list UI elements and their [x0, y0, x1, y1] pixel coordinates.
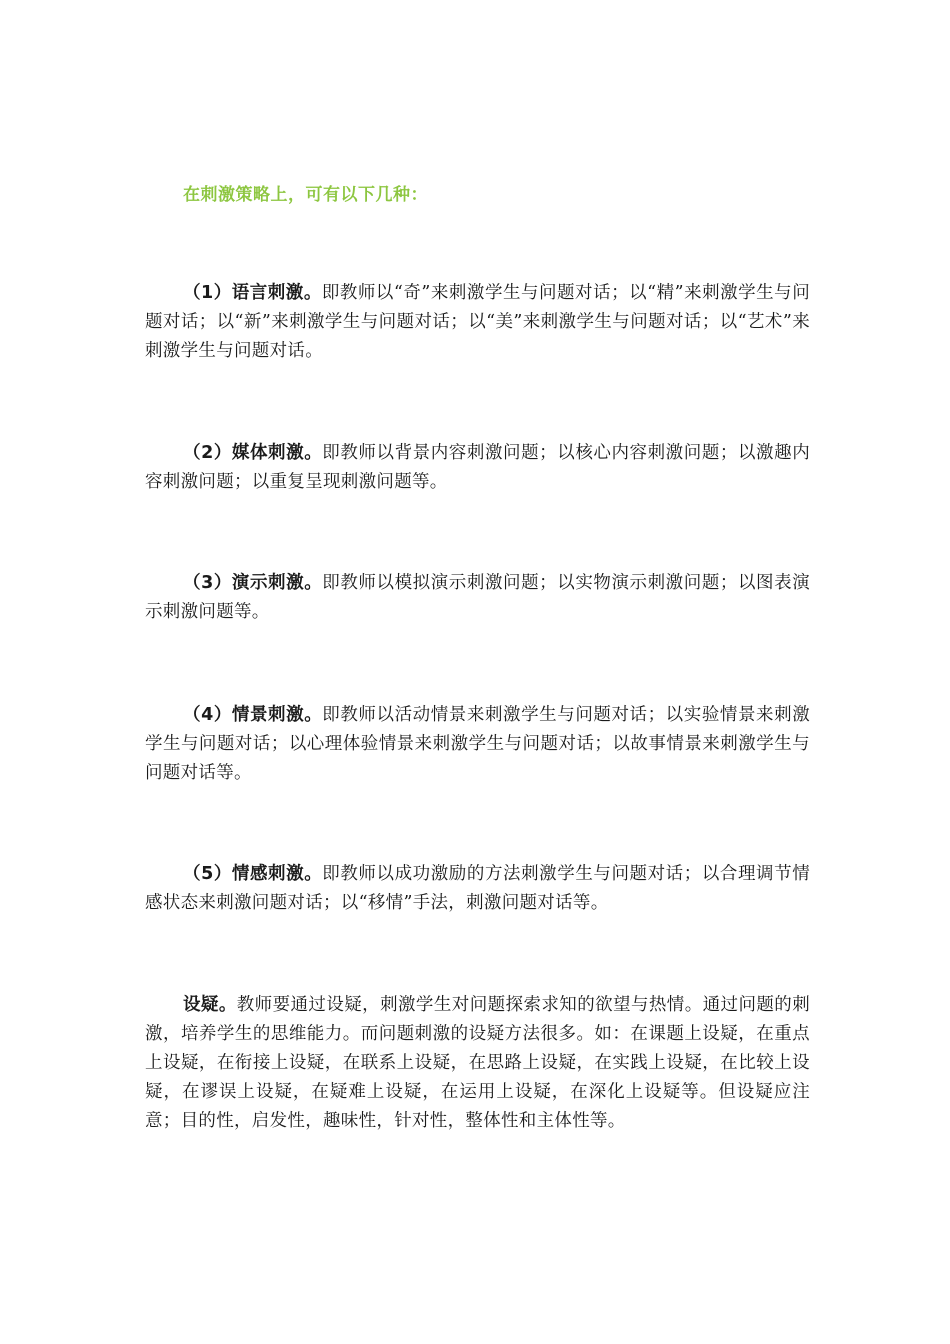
paragraph-body: 教师要通过设疑，刺激学生对问题探索求知的欲望与热情。通过问题的刺激，培养学生的思维能力。而问题刺激的设疑方法很多。如：在课题上设疑，在重点上设疑，在衔接上设疑，在联系上设疑，在思路上设疑，在实践上设疑，在比较上设疑，在谬误上设疑，在疑难上设疑，在运用上设疑，在深化上设疑等。但设疑应注意；目的性，启发性，趣味性，针对性，整体性和主体性等。 — [145, 995, 810, 1131]
paragraph-body: 即教师以“奇”来刺激学生与问题对话；以“精”来刺激学生与问题对话；以“新”来刺激学生与问题对话；以“美”来刺激学生与问题对话；以“艺术”来刺激学生与问题对话。 — [145, 283, 811, 361]
paragraph-body: 即教师以模拟演示刺激问题；以实物演示刺激问题；以图表演示刺激问题等。 — [145, 573, 811, 622]
paragraph-lead: （4）情景刺激。 — [183, 705, 323, 725]
paragraph-demo-stimulus — [145, 569, 810, 627]
paragraph-body: 即教师以活动情景来刺激学生与问题对话；以实验情景来刺激学生与问题对话；以心理体验情景来刺激学生与问题对话；以故事情景来刺激学生与问题对话等。 — [145, 705, 811, 783]
paragraph-lead: （2）媒体刺激。 — [183, 443, 323, 463]
paragraph-language-stimulus — [145, 279, 810, 366]
paragraph-lead: （3）演示刺激。 — [183, 573, 323, 593]
paragraph-questioning — [145, 991, 810, 1136]
paragraph-emotion-stimulus — [145, 860, 810, 918]
paragraph-lead: 设疑。 — [183, 995, 237, 1015]
paragraph-media-stimulus — [145, 439, 810, 497]
paragraph-body: 即教师以背景内容刺激问题；以核心内容刺激问题；以激趣内容刺激问题；以重复呈现刺激问题等。 — [145, 443, 811, 492]
paragraph-lead: （1）语言刺激。 — [183, 283, 322, 303]
paragraph-body: 即教师以成功激励的方法刺激学生与问题对话；以合理调节情感状态来刺激问题对话；以“移情”手法，刺激问题对话等。 — [145, 864, 811, 913]
paragraph-lead: （5）情感刺激。 — [183, 864, 323, 884]
section-heading: 在刺激策略上，可有以下几种： — [183, 185, 428, 205]
paragraph-scene-stimulus — [145, 701, 810, 788]
